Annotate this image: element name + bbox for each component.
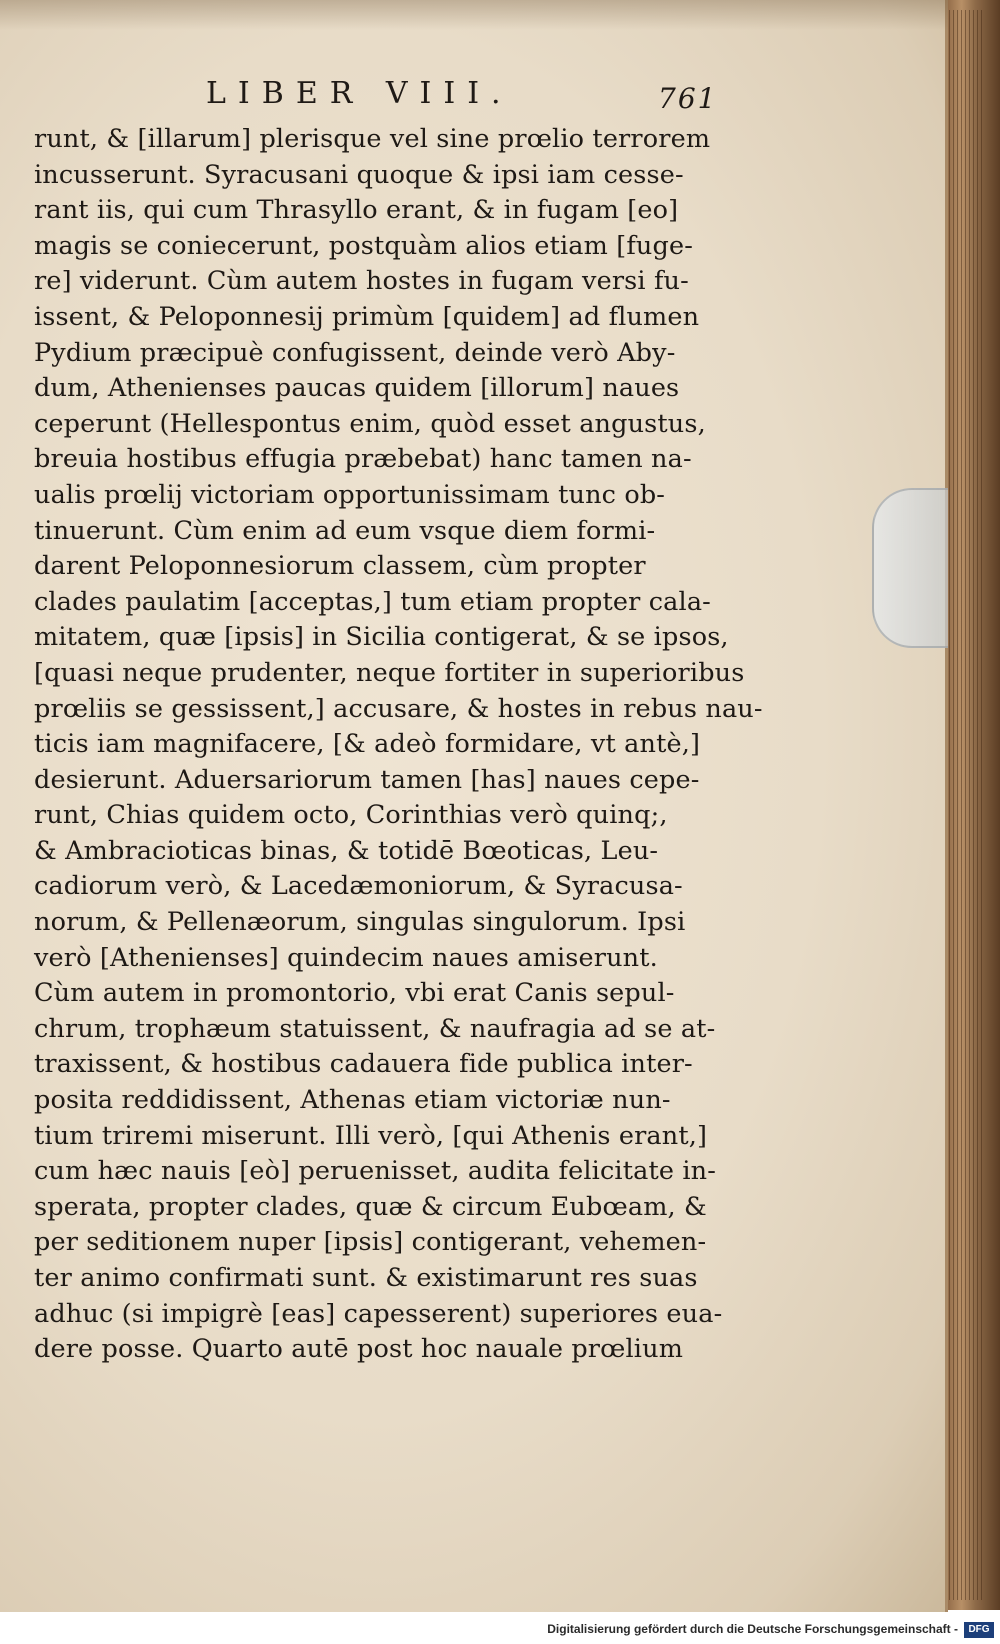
text-line: ticis iam magnifacere, [& adeò formidare, vt antè,] bbox=[34, 729, 701, 760]
text-line: Cùm autem in promontorio, vbi erat Canis sepul- bbox=[34, 978, 675, 1009]
text-line: ceperunt (Hellespontus enim, quòd esset angustus, bbox=[34, 408, 706, 439]
text-line: ter animo confirmati sunt. & existimarunt res suas bbox=[34, 1263, 698, 1293]
text-line: tinuerunt. Cùm enim ad eum vsque diem formi- bbox=[34, 515, 656, 546]
page-top-shadow bbox=[0, 0, 948, 30]
text-line: clades paulatim [acceptas,] tum etiam propter cala- bbox=[34, 586, 711, 617]
text-line: prœliis se gessissent,] accusare, & hostes in rebus nau- bbox=[34, 693, 763, 724]
text-line: adhuc (si impigrè [eas] capesserent) superiores eua- bbox=[34, 1298, 723, 1329]
text-line: incusserunt. Syracusani quoque & ipsi iam cesse- bbox=[34, 159, 684, 190]
text-line: Pydium præcipuè confugissent, deinde verò Aby- bbox=[34, 337, 676, 368]
text-line: re] viderunt. Cùm autem hostes in fugam versi fu- bbox=[34, 266, 689, 297]
body-text bbox=[34, 122, 763, 1368]
text-line: chrum, trophæum statuissent, & naufragia ad se at- bbox=[34, 1013, 716, 1044]
text-line: dere posse. Quarto autē post hoc nauale prœlium bbox=[34, 1334, 684, 1365]
text-line: darent Peloponnesiorum classem, cùm propter bbox=[34, 551, 646, 582]
page-clip-tab bbox=[872, 488, 948, 648]
text-line: verò [Athenienses] quindecim naues amiserunt. bbox=[34, 942, 658, 973]
text-line: cadiorum verò, & Lacedæmoniorum, & Syracusa- bbox=[34, 871, 683, 902]
text-line: traxissent, & hostibus cadauera fide publica inter- bbox=[34, 1049, 693, 1080]
text-line: sperata, propter clades, quæ & circum Eubœam, & bbox=[34, 1191, 707, 1222]
text-line: rant iis, qui cum Thrasyllo erant, & in fugam [eo] bbox=[34, 195, 679, 226]
text-line: desierunt. Aduersariorum tamen [has] naues cepe- bbox=[34, 764, 700, 795]
text-line: dum, Athenienses paucas quidem [illorum] naues bbox=[34, 373, 680, 404]
text-line: magis se coniecerunt, postquàm alios etiam [fuge- bbox=[34, 230, 693, 261]
text-line: per seditionem nuper [ipsis] contigerant, vehemen- bbox=[34, 1227, 707, 1258]
text-line: cum hæc nauis [eò] peruenisset, audita felicitate in- bbox=[34, 1156, 717, 1187]
text-line: ualis prœlij victoriam opportunissimam tunc ob- bbox=[34, 479, 666, 510]
text-line: [quasi neque prudenter, neque fortiter in superioribus bbox=[34, 657, 745, 688]
text-line: breuia hostibus effugia præbebat) hanc tamen na- bbox=[34, 444, 692, 475]
text-line: issent, & Peloponnesij primùm [quidem] ad flumen bbox=[34, 301, 700, 332]
page-number: 761 bbox=[658, 82, 718, 115]
text-line: norum, & Pellenæorum, singulas singulorum. Ipsi bbox=[34, 907, 686, 938]
text-line: runt, Chias quidem octo, Corinthias verò quinq;, bbox=[34, 800, 668, 831]
text-line: runt, & [illarum] plerisque vel sine prœlio terrorem bbox=[34, 124, 711, 154]
digitization-footer bbox=[0, 1620, 1000, 1644]
running-title: LIBER VIII. bbox=[206, 76, 513, 111]
text-line: mitatem, quæ [ipsis] in Sicilia contigerat, & se ipsos, bbox=[34, 622, 729, 653]
page-edge-lines bbox=[945, 10, 985, 1600]
funding-credit: Digitalisierung gefördert durch die Deutsche Forschungsgemeinschaft - bbox=[547, 1622, 958, 1636]
text-line: tium triremi miserunt. Illi verò, [qui Athenis erant,] bbox=[34, 1120, 708, 1151]
text-line: posita reddidissent, Athenas etiam victoriæ nun- bbox=[34, 1085, 671, 1116]
dfg-logo-icon: DFG bbox=[964, 1622, 994, 1638]
text-line: & Ambracioticas binas, & totidē Bœoticas, Leu- bbox=[34, 835, 659, 866]
page-header bbox=[206, 72, 736, 122]
